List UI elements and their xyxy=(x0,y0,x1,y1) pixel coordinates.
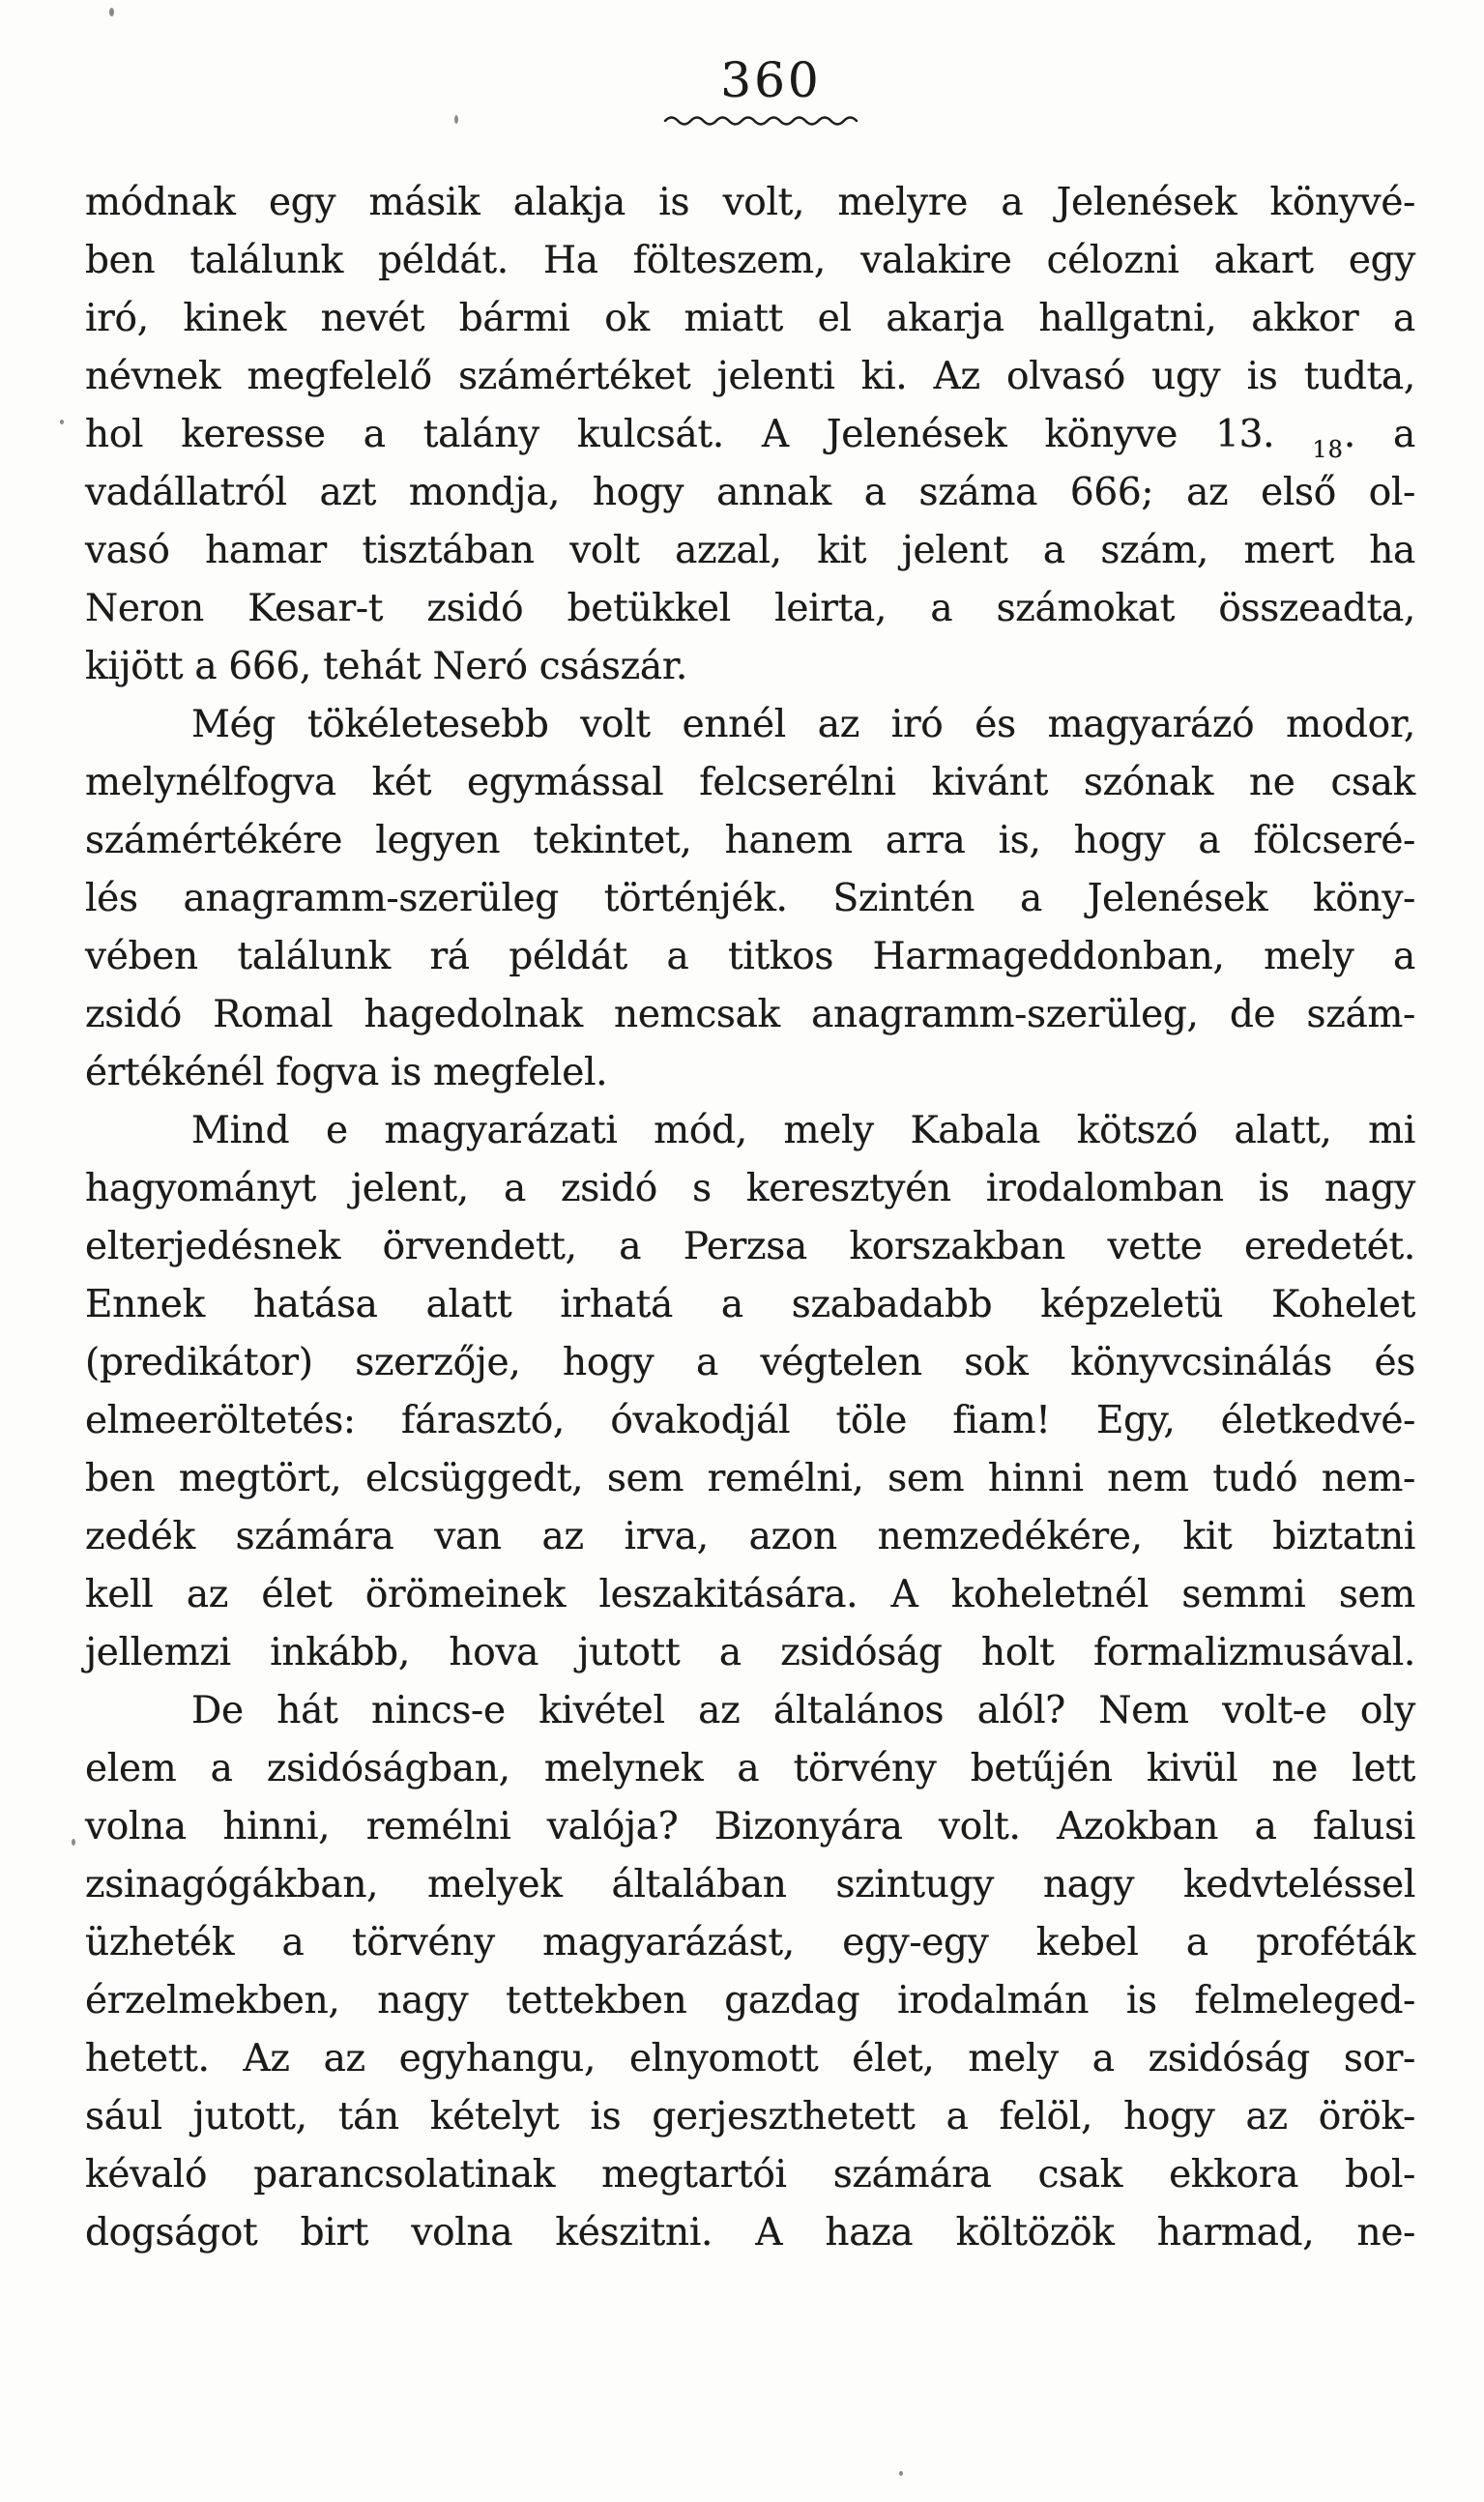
text-segment: (predikátor) szerzője, hogy a végtelen sok könyvcsinálás és xyxy=(85,1341,1415,1384)
text-line xyxy=(85,1972,1415,2030)
text-line xyxy=(85,696,1415,754)
text-line xyxy=(85,1450,1415,1508)
text-line xyxy=(85,638,1415,696)
text-line xyxy=(85,1218,1415,1276)
text-line xyxy=(85,1566,1415,1624)
text-segment: lés anagramm-szerüleg történjék. Szintén a Jelenések köny- xyxy=(85,877,1415,920)
text-block xyxy=(85,174,1415,2262)
text-segment: jellemzi inkább, hova jutott a zsidóság holt formalizmusával. xyxy=(85,1631,1415,1674)
text-line xyxy=(85,1508,1415,1566)
text-segment: elmeeröltetés: fárasztó, óvakodjál töle fiam! Egy, életkedvé- xyxy=(85,1399,1415,1442)
text-line xyxy=(85,928,1415,986)
text-segment: kévaló parancsolatinak megtartói számára csak ekkora bol- xyxy=(85,2153,1415,2197)
text-line xyxy=(85,2030,1415,2088)
text-segment: értékénél fogva is megfelel. xyxy=(85,1051,608,1094)
text-line xyxy=(85,1624,1415,1682)
text-line xyxy=(85,1740,1415,1798)
text-segment: számértékére legyen tekintet, hanem arra is, hogy a fölcseré- xyxy=(85,819,1415,862)
text-segment: volna hinni, remélni valója? Bizonyára volt. Azokban a falusi xyxy=(85,1805,1415,1848)
scan-speck xyxy=(72,1839,75,1846)
text-line xyxy=(85,1160,1415,1218)
text-line xyxy=(85,1334,1415,1392)
text-segment: hol keresse a talány kulcsát. A Jelenések könyve 13. xyxy=(85,413,1313,456)
text-segment: üzheték a törvény magyarázást, egy-egy kebel a proféták xyxy=(85,1921,1415,1964)
text-segment: vében találunk rá példát a titkos Harmageddonban, mely a xyxy=(85,935,1415,978)
text-line xyxy=(85,1044,1415,1102)
text-line xyxy=(85,2088,1415,2146)
text-segment: névnek megfelelő számértéket jelenti ki. Az olvasó ugy is tudta, xyxy=(85,355,1415,398)
scan-speck xyxy=(899,2471,903,2476)
text-segment: sául jutott, tán kételyt is gerjeszthetett a felöl, hogy az örök- xyxy=(85,2095,1415,2138)
text-line xyxy=(85,1798,1415,1856)
text-line xyxy=(85,1276,1415,1334)
text-line xyxy=(85,232,1415,290)
text-segment: zedék számára van az irva, azon nemzedékére, kit biztatni xyxy=(85,1515,1415,1558)
text-line xyxy=(85,1682,1415,1740)
text-segment: zsinagógákban, melyek általában szintugy nagy kedvteléssel xyxy=(85,1863,1415,1906)
text-segment: . a xyxy=(1343,413,1415,456)
text-line xyxy=(85,986,1415,1044)
text-segment: iró, kinek nevét bármi ok miatt el akarja hallgatni, akkor a xyxy=(85,297,1415,340)
text-line xyxy=(85,580,1415,638)
text-segment: érzelmekben, nagy tettekben gazdag irodalmán is felmeleged- xyxy=(85,1979,1415,2022)
scan-speck xyxy=(454,115,458,124)
text-line xyxy=(85,1102,1415,1160)
text-segment: ben találunk példát. Ha fölteszem, valakire célozni akart egy xyxy=(85,239,1415,282)
text-segment: kijött a 666, tehát Neró császár. xyxy=(85,645,687,688)
text-line xyxy=(85,1856,1415,1914)
text-segment: vadállatról azt mondja, hogy annak a száma 666; az első ol- xyxy=(85,471,1415,514)
text-line xyxy=(85,754,1415,812)
scan-speck xyxy=(109,8,114,16)
text-line xyxy=(85,870,1415,928)
text-line xyxy=(85,2204,1415,2262)
text-line xyxy=(85,1914,1415,1972)
text-line xyxy=(85,1392,1415,1450)
verse-subscript: 18 xyxy=(1312,436,1344,463)
text-segment: Mind e magyarázati mód, mely Kabala kötszó alatt, mi xyxy=(191,1109,1415,1152)
text-line xyxy=(85,406,1415,464)
text-segment: De hát nincs-e kivétel az általános alól? Nem volt-e oly xyxy=(191,1689,1415,1732)
text-line xyxy=(85,2146,1415,2204)
text-line xyxy=(85,290,1415,348)
text-segment: ben megtört, elcsüggedt, sem remélni, sem hinni nem tudó nem- xyxy=(85,1457,1415,1500)
text-segment: zsidó Romal hagedolnak nemcsak anagramm-szerüleg, de szám- xyxy=(85,993,1415,1036)
text-line xyxy=(85,522,1415,580)
text-line xyxy=(85,464,1415,522)
text-segment: melynélfogva két egymással felcserélni kivánt szónak ne csak xyxy=(85,761,1415,804)
text-segment: hetett. Az az egyhangu, elnyomott élet, mely a zsidóság sor- xyxy=(85,2037,1415,2080)
text-segment: Ennek hatása alatt irhatá a szabadabb képzeletü Kohelet xyxy=(85,1283,1415,1326)
wavy-rule xyxy=(663,112,872,128)
text-segment: elem a zsidóságban, melynek a törvény betűjén kivül ne lett xyxy=(85,1747,1415,1790)
text-segment: Neron Kesar-t zsidó betükkel leirta, a számokat összeadta, xyxy=(85,587,1415,630)
page-header xyxy=(29,52,1484,108)
text-line xyxy=(85,812,1415,870)
text-segment: hagyományt jelent, a zsidó s keresztyén irodalomban is nagy xyxy=(85,1167,1415,1210)
text-segment: elterjedésnek örvendett, a Perzsa korszakban vette eredetét. xyxy=(85,1225,1415,1268)
text-line xyxy=(85,348,1415,406)
text-segment: Még tökéletesebb volt ennél az iró és magyarázó modor, xyxy=(191,703,1415,746)
text-segment: módnak egy másik alakja is volt, melyre a Jelenések könyvé- xyxy=(85,181,1415,224)
text-segment: dogságot birt volna készitni. A haza költözök harmad, ne- xyxy=(85,2211,1415,2255)
text-line xyxy=(85,174,1415,232)
text-segment: kell az élet örömeinek leszakitására. A koheletnél semmi sem xyxy=(85,1573,1415,1616)
text-segment: vasó hamar tisztában volt azzal, kit jelent a szám, mert ha xyxy=(85,529,1415,572)
scan-speck xyxy=(60,420,64,424)
page-number: 360 xyxy=(720,52,822,108)
